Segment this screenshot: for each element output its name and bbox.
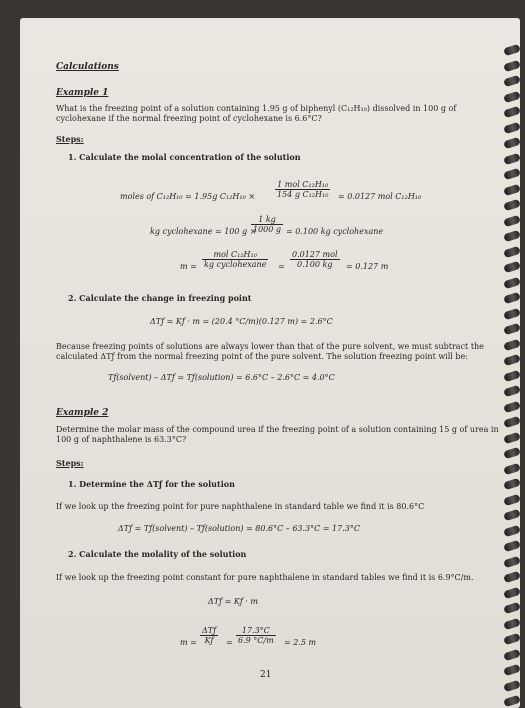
fraction-numerator: 1 mol C₁₂H₁₀ bbox=[275, 180, 330, 190]
kg-equation-fraction bbox=[251, 215, 283, 234]
coil-loop bbox=[503, 230, 520, 243]
fraction-denominator: kg cyclohexane bbox=[204, 260, 267, 269]
page-number: 21 bbox=[260, 670, 272, 680]
example-1-steps-label: Steps: bbox=[56, 134, 84, 144]
coil-loop bbox=[503, 571, 520, 584]
coil-loop bbox=[503, 555, 520, 568]
coil-loop bbox=[503, 540, 520, 553]
coil-loop bbox=[503, 617, 520, 630]
molality-equation-fraction-2 bbox=[290, 250, 340, 269]
notebook-page bbox=[20, 18, 520, 708]
coil-loop bbox=[503, 59, 520, 72]
coil-loop bbox=[503, 354, 520, 367]
solution-freezing-point-equation: Tƒ(solvent) – ΔTƒ = Tƒ(solution) = 6.6°C – 2.6°C = 4.0°C bbox=[108, 373, 335, 382]
coil-loop bbox=[503, 478, 520, 491]
coil-loop bbox=[503, 323, 520, 336]
moles-equation-fraction bbox=[275, 180, 330, 199]
example-2-question-line-2: 100 g of naphthalene is 63.3°C? bbox=[56, 435, 187, 444]
fraction-numerator: 0.0127 mol bbox=[292, 250, 338, 259]
fraction-numerator: mol C₁₂H₁₀ bbox=[202, 250, 268, 260]
coil-loop bbox=[503, 261, 520, 274]
fraction-denominator: 6.9 °C/m bbox=[238, 636, 274, 645]
molality-2-equation-fraction-1 bbox=[200, 626, 218, 645]
kg-equation-rhs: = 0.100 kg cyclohexane bbox=[286, 227, 384, 236]
coil-loop bbox=[503, 44, 520, 57]
moles-equation-rhs: = 0.0127 mol C₁₂H₁₀ bbox=[338, 192, 422, 201]
example-1-paragraph-line-2: calculated ΔTƒ from the normal freezing point of the pure solvent. The solution freezing point will be: bbox=[56, 352, 468, 361]
molality-2-equation-lhs: m = bbox=[180, 638, 197, 647]
coil-loop bbox=[503, 493, 520, 506]
coil-loop bbox=[503, 400, 520, 413]
coil-loop bbox=[503, 168, 520, 181]
fraction-numerator: 1 kg bbox=[251, 215, 283, 225]
molality-equation-equals: = bbox=[278, 262, 285, 271]
coil-loop bbox=[503, 307, 520, 320]
coil-loop bbox=[503, 447, 520, 460]
example-1-paragraph-line-1: Because freezing points of solutions are always lower than that of the pure solvent, we must subtract the bbox=[56, 342, 484, 351]
freezing-point-change-equation: ΔTƒ = Kƒ · m = (20.4 °C/m)(0.127 m) = 2.6°C bbox=[150, 317, 333, 326]
kg-equation-lhs: kg cyclohexane = 100 g × bbox=[150, 227, 257, 236]
coil-loop bbox=[503, 602, 520, 615]
coil-loop bbox=[503, 385, 520, 398]
delta-tf-equation: ΔTƒ = Tƒ(solvent) – Tƒ(solution) = 80.6°C – 63.3°C = 17.3°C bbox=[118, 524, 360, 533]
coil-loop bbox=[503, 199, 520, 212]
molality-2-equation-rhs: = 2.5 m bbox=[284, 638, 317, 647]
fraction-denominator: Kƒ bbox=[204, 636, 214, 645]
molality-equation-fraction-1 bbox=[202, 250, 268, 269]
example-2-step-2: 2. Calculate the molality of the solution bbox=[68, 549, 247, 559]
coil-loop bbox=[503, 524, 520, 537]
coil-loop bbox=[503, 214, 520, 227]
example-2-paragraph-1: If we look up the freezing point for pure naphthalene in standard table we find it is 80.6°C bbox=[56, 502, 425, 511]
fraction-numerator: 17.3°C bbox=[236, 626, 276, 636]
coil-loop bbox=[503, 75, 520, 88]
coil-loop bbox=[503, 292, 520, 305]
coil-loop bbox=[503, 648, 520, 661]
coil-loop bbox=[503, 245, 520, 258]
coil-loop bbox=[503, 633, 520, 646]
molality-equation-lhs: m = bbox=[180, 262, 197, 271]
coil-loop bbox=[503, 90, 520, 103]
coil-loop bbox=[503, 679, 520, 692]
coil-loop bbox=[503, 276, 520, 289]
calculations-heading: Calculations bbox=[56, 62, 119, 72]
coil-loop bbox=[503, 431, 520, 444]
coil-loop bbox=[503, 416, 520, 429]
coil-loop bbox=[503, 462, 520, 475]
coil-loop bbox=[503, 152, 520, 165]
example-1-step-2: 2. Calculate the change in freezing point bbox=[68, 293, 252, 303]
molality-2-equation-equals: = bbox=[226, 638, 233, 647]
coil-loop bbox=[503, 586, 520, 599]
example-2-step-1: 1. Determine the ΔTƒ for the solution bbox=[68, 479, 235, 489]
coil-loop bbox=[503, 509, 520, 522]
example-1-step-1: 1. Calculate the molal concentration of the solution bbox=[68, 152, 301, 162]
moles-equation-lhs: moles of C₁₂H₁₀ = 1.95g C₁₂H₁₀ × bbox=[120, 192, 256, 201]
coil-loop bbox=[503, 183, 520, 196]
coil-loop bbox=[503, 121, 520, 134]
spiral-binding bbox=[498, 18, 520, 708]
fraction-denominator: 1000 g bbox=[253, 225, 282, 234]
example-2-heading: Example 2 bbox=[56, 408, 109, 418]
example-2-question-line-1: Determine the molar mass of the compound urea if the freezing point of a solution containing 15 g of urea in bbox=[56, 425, 499, 434]
coil-loop bbox=[503, 369, 520, 382]
example-1-question-line-2: cyclohexane if the normal freezing point of cyclohexane is 6.6°C? bbox=[56, 114, 322, 123]
coil-loop bbox=[503, 106, 520, 119]
coil-loop bbox=[503, 137, 520, 150]
molality-2-equation-fraction-2 bbox=[236, 626, 276, 645]
example-2-paragraph-2: If we look up the freezing point constant for pure naphthalene in standard tables we find it is 6.9°C/m. bbox=[56, 573, 474, 582]
molality-equation-rhs: = 0.127 m bbox=[346, 262, 389, 271]
fraction-numerator: ΔTƒ bbox=[202, 626, 217, 635]
fraction-denominator: 0.100 kg bbox=[297, 260, 333, 269]
example-1-question-line-1: What is the freezing point of a solution containing 1.95 g of biphenyl (C₁₂H₁₀) dissolved in 100 g of bbox=[56, 104, 457, 113]
fraction-denominator: 154 g C₁₂H₁₀ bbox=[277, 190, 329, 199]
freezing-point-depression-formula: ΔTƒ = Kƒ · m bbox=[208, 597, 259, 606]
coil-loop bbox=[503, 338, 520, 351]
example-1-heading: Example 1 bbox=[56, 88, 109, 98]
coil-loop bbox=[503, 664, 520, 677]
coil-loop bbox=[503, 695, 520, 708]
example-2-steps-label: Steps: bbox=[56, 458, 84, 468]
